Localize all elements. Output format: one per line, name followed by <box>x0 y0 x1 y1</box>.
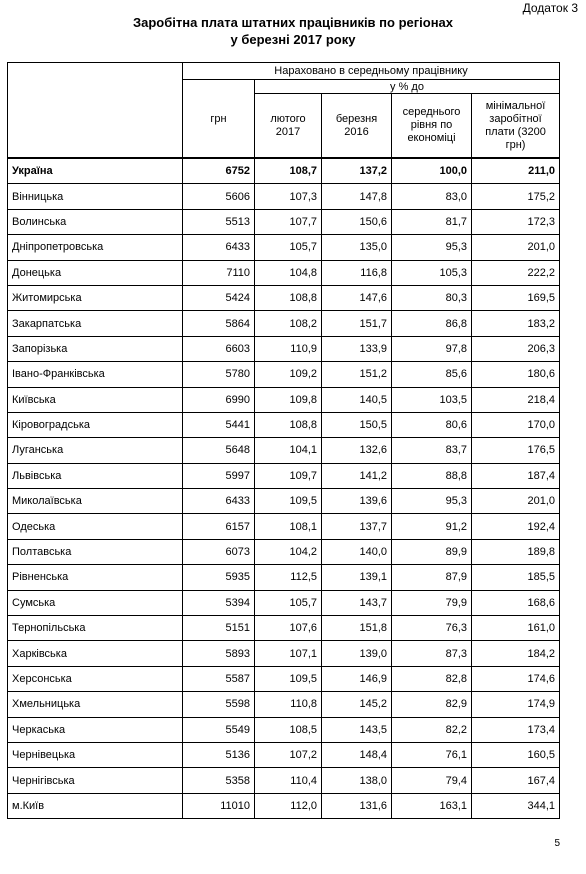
cell-avg: 87,3 <box>392 641 472 666</box>
cell-feb: 107,6 <box>255 616 322 641</box>
cell-mar: 147,6 <box>322 285 392 310</box>
cell-region: Кіровоградська <box>8 412 183 437</box>
cell-uah: 6990 <box>183 387 255 412</box>
cell-avg: 163,1 <box>392 793 472 818</box>
cell-min: 172,3 <box>472 209 560 234</box>
mar-2016-header: березня 2016 <box>322 94 392 159</box>
cell-mar: 132,6 <box>322 438 392 463</box>
table-row <box>8 768 560 793</box>
cell-feb: 107,1 <box>255 641 322 666</box>
cell-uah: 5893 <box>183 641 255 666</box>
cell-min: 174,9 <box>472 692 560 717</box>
cell-region: Львівська <box>8 463 183 488</box>
cell-region: Івано-Франківська <box>8 362 183 387</box>
cell-avg: 89,9 <box>392 539 472 564</box>
page-number: 5 <box>554 838 560 849</box>
cell-min: 169,5 <box>472 285 560 310</box>
cell-avg: 76,1 <box>392 742 472 767</box>
cell-region: Донецька <box>8 260 183 285</box>
percent-of-header: у % до <box>255 80 560 94</box>
table-row <box>8 489 560 514</box>
cell-uah: 6603 <box>183 336 255 361</box>
cell-mar: 148,4 <box>322 742 392 767</box>
cell-avg: 97,8 <box>392 336 472 361</box>
table-row <box>8 235 560 260</box>
cell-uah: 6752 <box>183 158 255 184</box>
uah-header: грн <box>183 80 255 159</box>
cell-uah: 5549 <box>183 717 255 742</box>
cell-mar: 150,5 <box>322 412 392 437</box>
table-row <box>8 539 560 564</box>
cell-uah: 5606 <box>183 184 255 209</box>
title-line-2: у березні 2017 року <box>230 32 356 47</box>
cell-mar: 143,7 <box>322 590 392 615</box>
cell-mar: 137,7 <box>322 514 392 539</box>
cell-region: Херсонська <box>8 666 183 691</box>
cell-feb: 104,1 <box>255 438 322 463</box>
cell-mar: 131,6 <box>322 793 392 818</box>
cell-region: Одеська <box>8 514 183 539</box>
cell-feb: 104,2 <box>255 539 322 564</box>
cell-min: 173,4 <box>472 717 560 742</box>
cell-feb: 109,5 <box>255 666 322 691</box>
cell-feb: 109,5 <box>255 489 322 514</box>
cell-avg: 103,5 <box>392 387 472 412</box>
avg-level-header: середнього рівня по економіці <box>392 94 472 159</box>
cell-region: Дніпропетровська <box>8 235 183 260</box>
cell-min: 180,6 <box>472 362 560 387</box>
cell-feb: 108,8 <box>255 285 322 310</box>
cell-avg: 83,7 <box>392 438 472 463</box>
table-row <box>8 514 560 539</box>
cell-min: 170,0 <box>472 412 560 437</box>
cell-uah: 5780 <box>183 362 255 387</box>
cell-region: Житомирська <box>8 285 183 310</box>
cell-feb: 108,2 <box>255 311 322 336</box>
cell-min: 211,0 <box>472 158 560 184</box>
cell-uah: 5648 <box>183 438 255 463</box>
cell-feb: 109,2 <box>255 362 322 387</box>
cell-feb: 110,8 <box>255 692 322 717</box>
cell-region: Київська <box>8 387 183 412</box>
table-row <box>8 666 560 691</box>
cell-min: 175,2 <box>472 184 560 209</box>
cell-region: Чернігівська <box>8 768 183 793</box>
cell-region: Волинська <box>8 209 183 234</box>
cell-min: 218,4 <box>472 387 560 412</box>
cell-feb: 107,3 <box>255 184 322 209</box>
cell-uah: 5151 <box>183 616 255 641</box>
cell-min: 189,8 <box>472 539 560 564</box>
cell-mar: 139,6 <box>322 489 392 514</box>
table-row <box>8 336 560 361</box>
cell-uah: 5864 <box>183 311 255 336</box>
cell-uah: 5598 <box>183 692 255 717</box>
cell-mar: 135,0 <box>322 235 392 260</box>
cell-min: 167,4 <box>472 768 560 793</box>
cell-feb: 107,2 <box>255 742 322 767</box>
table-row <box>8 184 560 209</box>
cell-mar: 140,5 <box>322 387 392 412</box>
cell-mar: 151,7 <box>322 311 392 336</box>
cell-mar: 140,0 <box>322 539 392 564</box>
cell-feb: 110,4 <box>255 768 322 793</box>
cell-avg: 82,9 <box>392 692 472 717</box>
cell-uah: 7110 <box>183 260 255 285</box>
cell-min: 185,5 <box>472 565 560 590</box>
table-row <box>8 590 560 615</box>
table-row <box>8 717 560 742</box>
cell-avg: 105,3 <box>392 260 472 285</box>
table-row <box>8 209 560 234</box>
cell-region: Харківська <box>8 641 183 666</box>
table-row <box>8 158 560 184</box>
cell-mar: 151,2 <box>322 362 392 387</box>
cell-feb: 109,7 <box>255 463 322 488</box>
cell-avg: 80,3 <box>392 285 472 310</box>
cell-region: Закарпатська <box>8 311 183 336</box>
table-row <box>8 616 560 641</box>
cell-min: 192,4 <box>472 514 560 539</box>
table-row <box>8 438 560 463</box>
cell-avg: 95,3 <box>392 235 472 260</box>
cell-mar: 139,1 <box>322 565 392 590</box>
cell-avg: 76,3 <box>392 616 472 641</box>
table-row <box>8 565 560 590</box>
cell-feb: 107,7 <box>255 209 322 234</box>
cell-min: 168,6 <box>472 590 560 615</box>
cell-feb: 108,7 <box>255 158 322 184</box>
cell-region: Вінницька <box>8 184 183 209</box>
cell-region: Рівненська <box>8 565 183 590</box>
wage-table <box>7 62 560 819</box>
cell-region: Миколаївська <box>8 489 183 514</box>
min-wage-header: мінімальної заробітної плати (3200 грн) <box>472 94 560 159</box>
cell-uah: 5513 <box>183 209 255 234</box>
cell-min: 161,0 <box>472 616 560 641</box>
cell-avg: 100,0 <box>392 158 472 184</box>
accrued-header: Нараховано в середньому працівнику <box>183 63 560 80</box>
cell-uah: 11010 <box>183 793 255 818</box>
table-row <box>8 311 560 336</box>
cell-region: Полтавська <box>8 539 183 564</box>
cell-mar: 146,9 <box>322 666 392 691</box>
region-header-cell <box>8 63 183 159</box>
table-row <box>8 285 560 310</box>
cell-region: Чернівецька <box>8 742 183 767</box>
cell-min: 174,6 <box>472 666 560 691</box>
cell-min: 201,0 <box>472 489 560 514</box>
cell-min: 184,2 <box>472 641 560 666</box>
cell-region: м.Київ <box>8 793 183 818</box>
cell-feb: 108,1 <box>255 514 322 539</box>
appendix-label: Додаток 3 <box>522 1 578 15</box>
cell-avg: 82,8 <box>392 666 472 691</box>
cell-uah: 5587 <box>183 666 255 691</box>
cell-min: 183,2 <box>472 311 560 336</box>
cell-avg: 79,9 <box>392 590 472 615</box>
cell-uah: 5358 <box>183 768 255 793</box>
cell-mar: 147,8 <box>322 184 392 209</box>
cell-mar: 138,0 <box>322 768 392 793</box>
cell-mar: 137,2 <box>322 158 392 184</box>
cell-avg: 82,2 <box>392 717 472 742</box>
cell-uah: 5424 <box>183 285 255 310</box>
cell-avg: 91,2 <box>392 514 472 539</box>
cell-uah: 5441 <box>183 412 255 437</box>
cell-uah: 6433 <box>183 489 255 514</box>
cell-avg: 81,7 <box>392 209 472 234</box>
cell-min: 344,1 <box>472 793 560 818</box>
cell-uah: 6073 <box>183 539 255 564</box>
cell-feb: 104,8 <box>255 260 322 285</box>
cell-mar: 141,2 <box>322 463 392 488</box>
cell-mar: 139,0 <box>322 641 392 666</box>
cell-avg: 85,6 <box>392 362 472 387</box>
cell-feb: 105,7 <box>255 590 322 615</box>
cell-region: Луганська <box>8 438 183 463</box>
cell-min: 222,2 <box>472 260 560 285</box>
cell-region: Хмельницька <box>8 692 183 717</box>
cell-avg: 88,8 <box>392 463 472 488</box>
cell-feb: 112,0 <box>255 793 322 818</box>
cell-feb: 108,5 <box>255 717 322 742</box>
title-line-1: Заробітна плата штатних працівників по регіонах <box>132 15 454 30</box>
cell-region: Україна <box>8 158 183 184</box>
cell-feb: 110,9 <box>255 336 322 361</box>
table-row <box>8 742 560 767</box>
cell-mar: 133,9 <box>322 336 392 361</box>
cell-uah: 6433 <box>183 235 255 260</box>
table-row <box>8 412 560 437</box>
cell-feb: 105,7 <box>255 235 322 260</box>
cell-uah: 6157 <box>183 514 255 539</box>
table-row <box>8 260 560 285</box>
cell-avg: 79,4 <box>392 768 472 793</box>
cell-feb: 109,8 <box>255 387 322 412</box>
table-row <box>8 463 560 488</box>
table-row <box>8 692 560 717</box>
cell-min: 206,3 <box>472 336 560 361</box>
cell-avg: 87,9 <box>392 565 472 590</box>
cell-min: 176,5 <box>472 438 560 463</box>
feb-2017-header: лютого 2017 <box>255 94 322 159</box>
cell-uah: 5136 <box>183 742 255 767</box>
table-row <box>8 387 560 412</box>
cell-avg: 86,8 <box>392 311 472 336</box>
cell-mar: 151,8 <box>322 616 392 641</box>
cell-uah: 5935 <box>183 565 255 590</box>
table-row <box>8 362 560 387</box>
table-row <box>8 641 560 666</box>
cell-min: 201,0 <box>472 235 560 260</box>
cell-uah: 5394 <box>183 590 255 615</box>
cell-feb: 108,8 <box>255 412 322 437</box>
cell-mar: 150,6 <box>322 209 392 234</box>
cell-feb: 112,5 <box>255 565 322 590</box>
table-body <box>8 158 560 819</box>
cell-region: Сумська <box>8 590 183 615</box>
cell-mar: 116,8 <box>322 260 392 285</box>
cell-avg: 80,6 <box>392 412 472 437</box>
cell-region: Тернопільська <box>8 616 183 641</box>
cell-region: Черкаська <box>8 717 183 742</box>
cell-mar: 145,2 <box>322 692 392 717</box>
cell-avg: 95,3 <box>392 489 472 514</box>
cell-avg: 83,0 <box>392 184 472 209</box>
cell-min: 187,4 <box>472 463 560 488</box>
cell-mar: 143,5 <box>322 717 392 742</box>
cell-min: 160,5 <box>472 742 560 767</box>
table-row <box>8 793 560 818</box>
cell-region: Запорізька <box>8 336 183 361</box>
page-title <box>0 14 586 48</box>
cell-uah: 5997 <box>183 463 255 488</box>
